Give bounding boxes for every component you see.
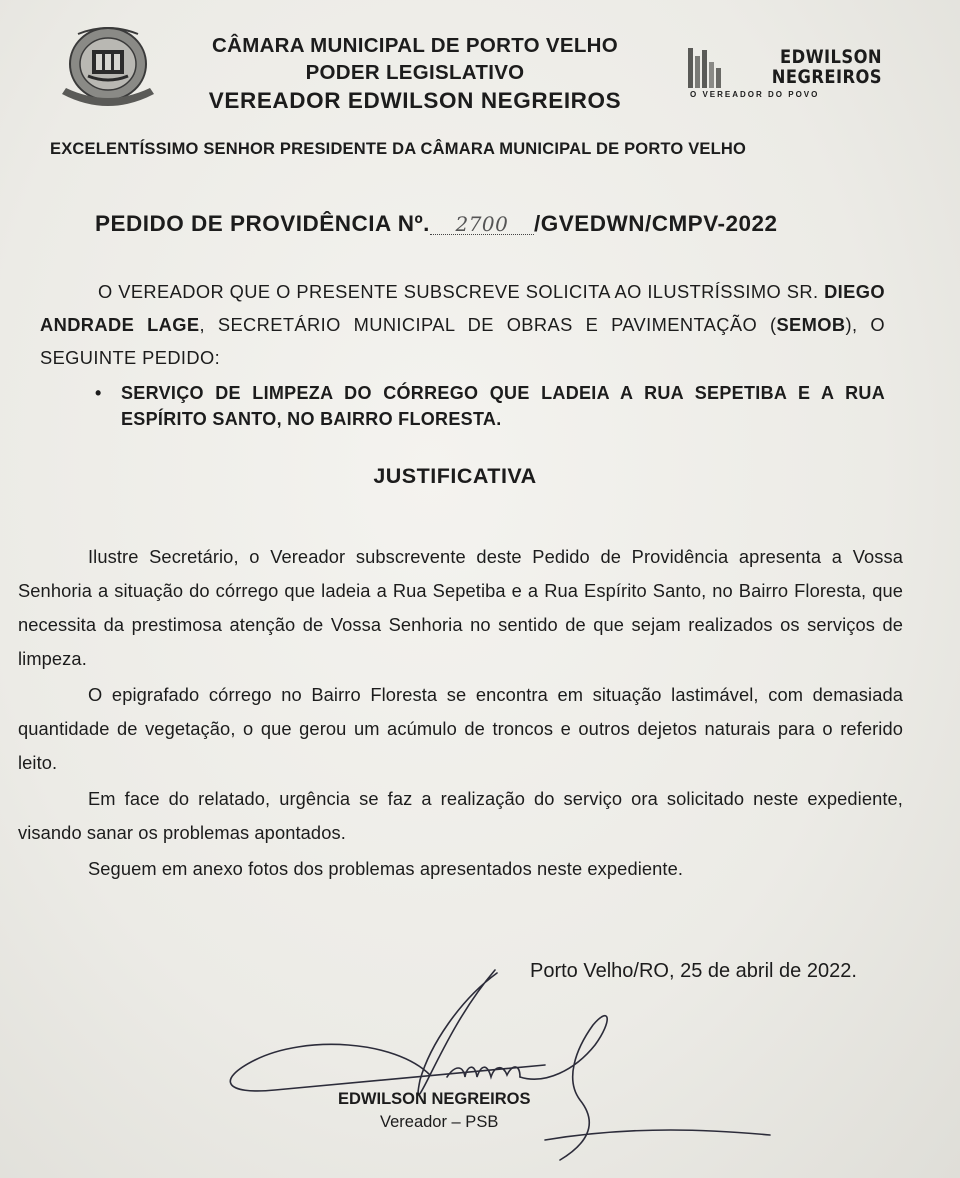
- logo-name-first: EDWILSON: [779, 46, 882, 68]
- signatory-role: Vereador – PSB: [380, 1113, 499, 1131]
- request-number-handwritten: 2700: [430, 214, 534, 235]
- request-bullet-text: SERVIÇO DE LIMPEZA DO CÓRREGO QUE LADEIA A RUA SEPETIBA E A RUA ESPÍRITO SANTO, NO BAIRRO FLORESTA.: [121, 383, 885, 429]
- secretary-name: DIEGO ANDRADE LAGE: [40, 281, 885, 335]
- request-bullet-item: [95, 380, 885, 432]
- request-text-2: , SECRETÁRIO MUNICIPAL DE OBRAS E PAVIMENTAÇÃO (: [199, 314, 777, 335]
- request-text-3: ), O SEGUINTE PEDIDO:: [40, 314, 885, 368]
- municipal-seal-icon: [58, 24, 158, 110]
- justification-body: [18, 540, 903, 888]
- logo-name-last: NEGREIROS: [771, 66, 882, 88]
- header-legislative-power: PODER LEGISLATIVO: [305, 61, 525, 84]
- header-councilor-name: VEREADOR EDWILSON NEGREIROS: [208, 88, 622, 113]
- justification-heading: JUSTIFICATIVA: [373, 464, 537, 488]
- logo-tagline: O VEREADOR DO POVO: [690, 90, 820, 99]
- request-title-prefix: PEDIDO DE PROVIDÊNCIA Nº.: [95, 211, 430, 236]
- header-chamber-name: CÂMARA MUNICIPAL DE PORTO VELHO: [211, 34, 619, 57]
- agency-acronym: SEMOB: [776, 314, 846, 335]
- request-title-suffix: /GVEDWN/CMPV-2022: [533, 211, 778, 236]
- justification-paragraph-2: O epigrafado córrego no Bairro Floresta se encontra em situação lastimável, com demasiada quantidade de vegetação, o que gerou um acúmulo de troncos e outros dejetos naturais para o referido leito.: [18, 684, 903, 773]
- handwritten-signature: [215, 965, 775, 1170]
- councilor-logo: [686, 44, 886, 104]
- request-paragraph: [40, 275, 885, 374]
- date-line: Porto Velho/RO, 25 de abril de 2022.: [530, 960, 857, 982]
- addressee-line: EXCELENTÍSSIMO SENHOR PRESIDENTE DA CÂMARA MUNICIPAL DE PORTO VELHO: [50, 140, 747, 158]
- justification-paragraph-3: Em face do relatado, urgência se faz a realização do serviço ora solicitado neste expediente, visando sanar os problemas apontados.: [18, 788, 903, 843]
- bullet-icon: •: [95, 383, 102, 403]
- request-text-1: O VEREADOR QUE O PRESENTE SUBSCREVE SOLICITA AO ILUSTRÍSSIMO SR.: [98, 281, 825, 302]
- logo-mark-icon: [686, 46, 726, 90]
- signatory-name: EDWILSON NEGREIROS: [338, 1090, 531, 1108]
- request-title: [95, 211, 778, 237]
- justification-paragraph-4: Seguem em anexo fotos dos problemas apresentados neste expediente.: [88, 858, 684, 879]
- justification-paragraph-1: Ilustre Secretário, o Vereador subscrevente deste Pedido de Providência apresenta a Vossa Senhoria a situação do córrego que ladeia a Rua Sepetiba e a Rua Espírito Santo, no Bairro Floresta, que necessita da prestimosa atenção de Vossa Senhoria no sentido de que sejam realizados os serviços de limpeza.: [18, 546, 903, 669]
